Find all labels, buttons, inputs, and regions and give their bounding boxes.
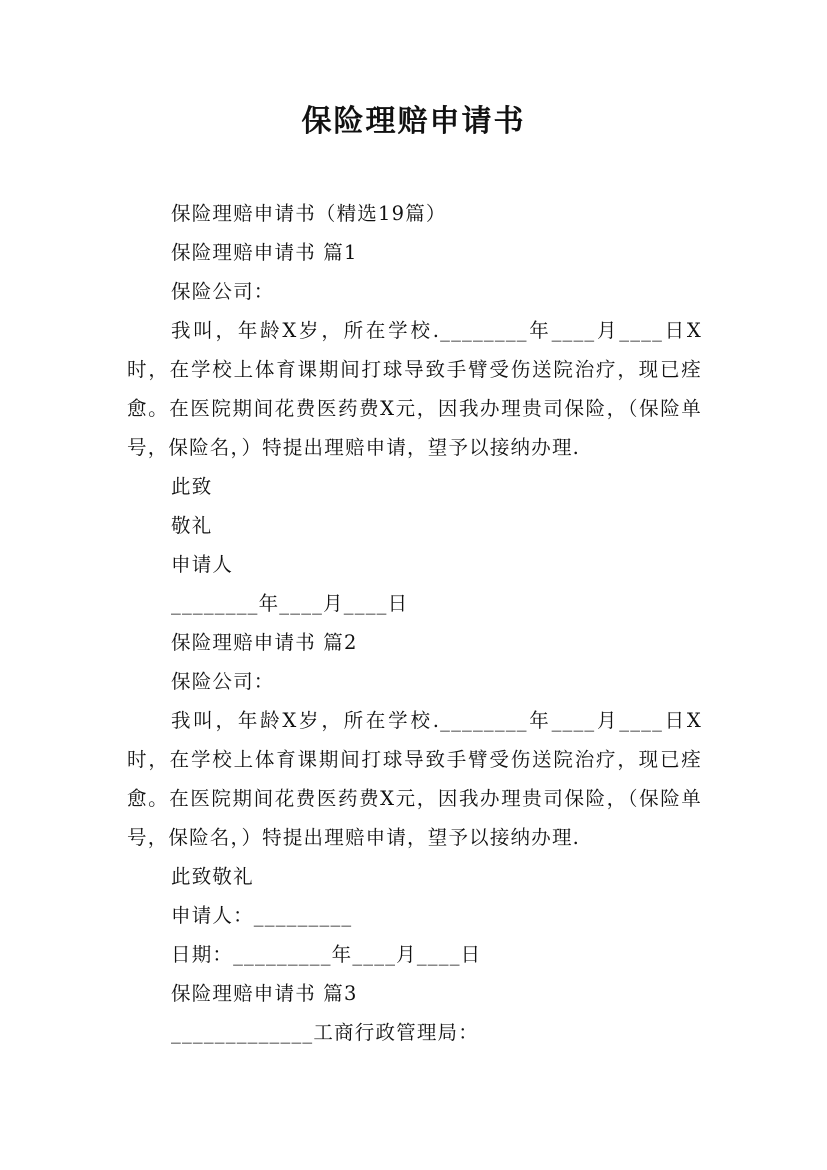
date-field-2: 日期：_________年____月____日 <box>171 943 482 966</box>
recipient-3: _____________工商行政管理局： <box>171 1021 479 1044</box>
date-blank-1: ________年____月____日 <box>171 592 409 615</box>
salutation-2: 保险公司： <box>171 670 275 693</box>
closing-1a: 此致 <box>171 475 213 498</box>
collection-heading: 保险理赔申请书（精选19篇） <box>171 202 447 225</box>
section-heading-1: 保险理赔申请书 篇1 <box>171 241 358 264</box>
document-title: 保险理赔申请书 <box>301 104 526 139</box>
section-heading-2: 保险理赔申请书 篇2 <box>171 631 358 654</box>
applicant-field-2: 申请人：_________ <box>171 904 353 927</box>
claim-paragraph-2: 我叫，年龄X岁，所在学校.________年____月____日X时，在学校上体育课期间打球导致手臂受伤送院治疗，现已痊愈。在医院期间花费医药费X元，因我办理贵司保险，（保险单号，保险名，）特提出理赔申请，望予以接纳办理. <box>127 709 702 849</box>
salutation-1: 保险公司： <box>171 280 275 303</box>
section-heading-3: 保险理赔申请书 篇3 <box>171 982 358 1005</box>
document-body <box>127 194 702 1052</box>
claim-paragraph-1: 我叫，年龄X岁，所在学校.________年____月____日X时，在学校上体育课期间打球导致手臂受伤送院治疗，现已痊愈。在医院期间花费医药费X元，因我办理贵司保险，（保险单号，保险名，）特提出理赔申请，望予以接纳办理. <box>127 319 702 459</box>
applicant-label-1: 申请人 <box>171 553 234 576</box>
closing-2: 此致敬礼 <box>171 865 254 888</box>
closing-1b: 敬礼 <box>171 514 213 537</box>
